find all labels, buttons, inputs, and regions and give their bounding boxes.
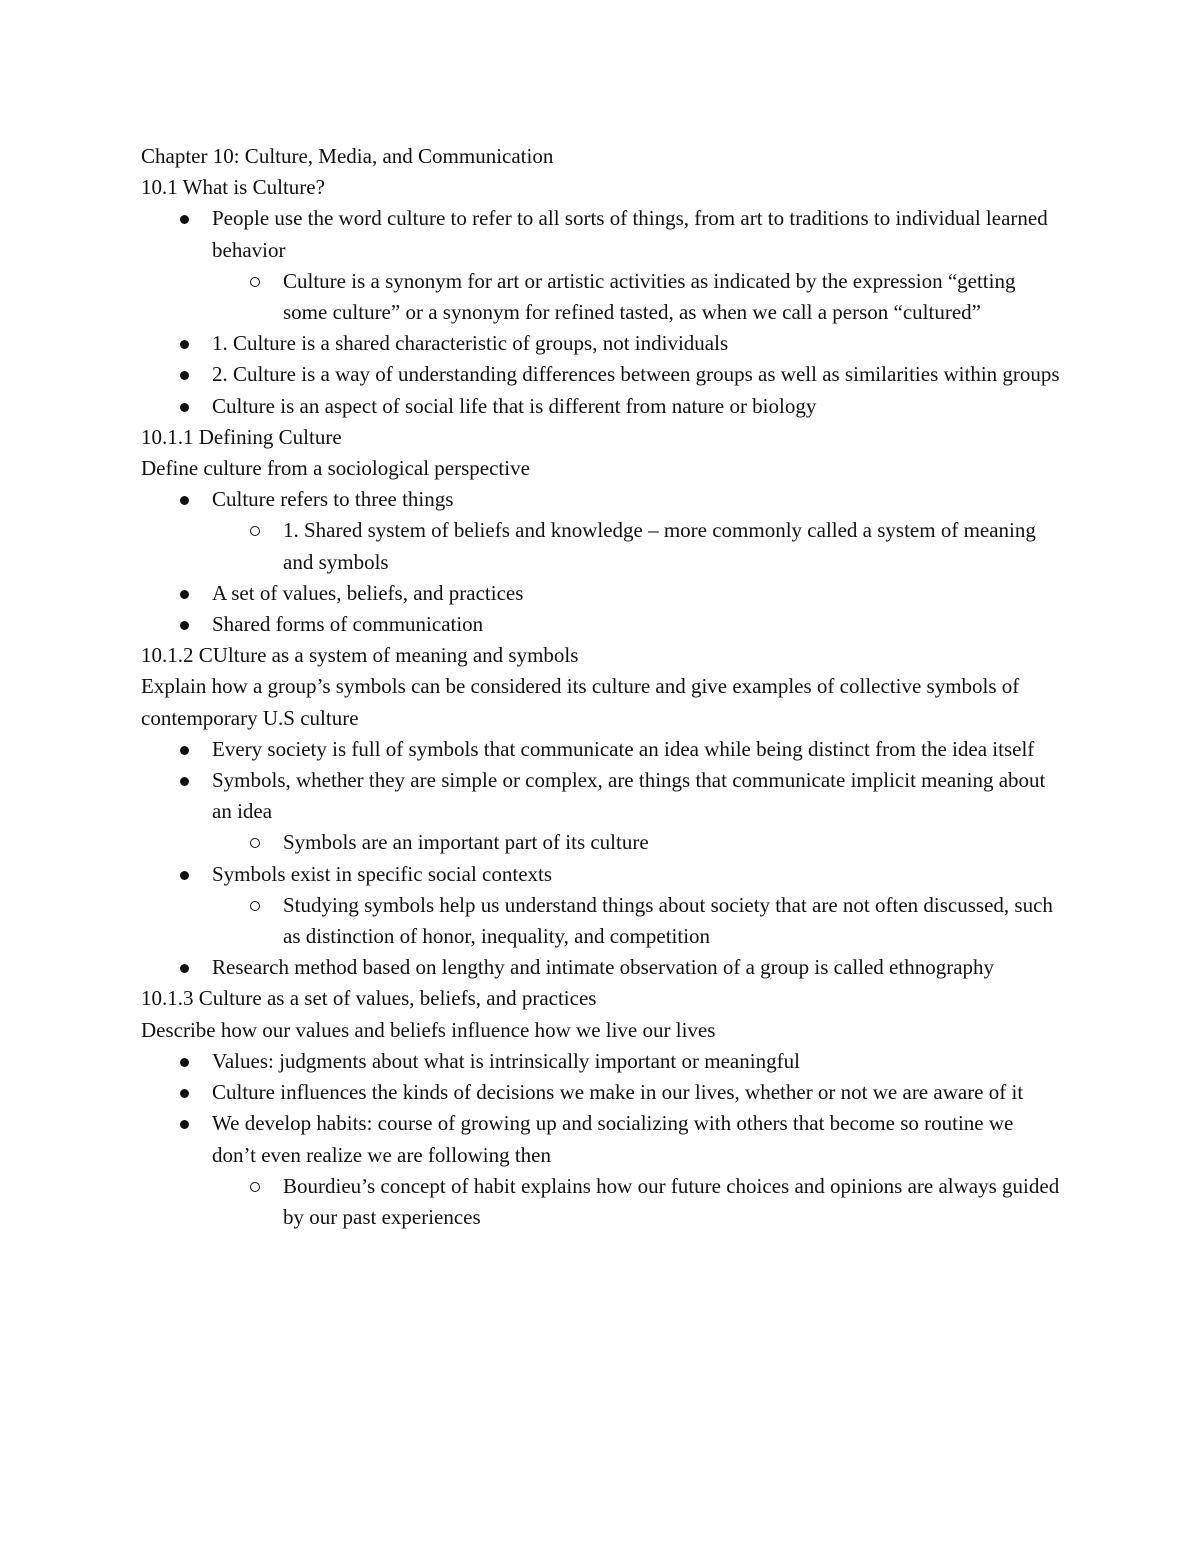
list-item-text: A set of values, beliefs, and practices (212, 580, 524, 605)
list-item (141, 484, 1061, 578)
list-item-text: 1. Culture is a shared characteristic of groups, not individuals (212, 331, 729, 356)
list-item (141, 391, 1061, 422)
list-item-text: Values: judgments about what is intrinsically important or meaningful (212, 1048, 800, 1073)
section-heading-10-1: 10.1 What is Culture? (141, 175, 325, 200)
list-item-text: We develop habits: course of growing up and socializing with others that become so routine we don’t even realize we are following then (212, 1111, 1014, 1167)
list-item (141, 1077, 1061, 1108)
list-item (141, 578, 1061, 609)
sub-list-item-text: Bourdieu’s concept of habit explains how our future choices and opinions are always guided by our past experiences (283, 1173, 1060, 1229)
sub-list-item-text: Studying symbols help us understand things about society that are not often discussed, such as distinction of honor, inequality, and competition (283, 892, 1053, 949)
list-item (141, 1108, 1061, 1233)
sub-bullet-list (212, 827, 1061, 858)
list-item-text: Culture influences the kinds of decisions we make in our lives, whether or not we are aware of it (212, 1080, 1024, 1105)
list-item (141, 765, 1061, 859)
list-item-text: Every society is full of symbols that communicate an idea while being distinct from the idea itself (212, 736, 1035, 761)
sub-list-item (212, 890, 1061, 952)
sub-bullet-list (212, 890, 1061, 952)
list-item (141, 952, 1061, 983)
sub-bullet-list (212, 266, 1061, 328)
list-item (141, 734, 1061, 765)
list-item-text: Research method based on lengthy and intimate observation of a group is called ethnography (212, 955, 995, 980)
sub-list-item-text: Symbols are an important part of its culture (283, 830, 649, 855)
document-body (141, 141, 1061, 1233)
sub-bullet-list (212, 1171, 1061, 1233)
section-intro: Explain how a group’s symbols can be considered its culture and give examples of collective symbols of contemporary U.S culture (141, 674, 1020, 730)
bullet-list (141, 484, 1061, 640)
list-item (141, 859, 1061, 953)
section-heading-10-1-1: 10.1.1 Defining Culture (141, 424, 342, 449)
section-intro: Describe how our values and beliefs influence how we live our lives (141, 1017, 716, 1042)
bullet-list (141, 734, 1061, 984)
sub-bullet-list (212, 515, 1061, 577)
list-item (141, 359, 1061, 390)
list-item-text: Symbols exist in specific social contexts (212, 861, 553, 886)
list-item (141, 328, 1061, 359)
list-item (141, 1046, 1061, 1077)
list-item (141, 609, 1061, 640)
list-item-text: Culture is an aspect of social life that is different from nature or biology (212, 393, 817, 418)
list-item-text: People use the word culture to refer to all sorts of things, from art to traditions to individual learned behavior (212, 206, 1048, 262)
sub-list-item-text: 1. Shared system of beliefs and knowledge – more commonly called a system of meaning and symbols (283, 518, 1036, 574)
sub-list-item (212, 515, 1061, 577)
sub-list-item (212, 266, 1061, 328)
bullet-list (141, 203, 1061, 421)
section-heading-10-1-2: 10.1.2 CUlture as a system of meaning and symbols (141, 643, 579, 668)
bullet-list (141, 1046, 1061, 1233)
section-heading-10-1-3: 10.1.3 Culture as a set of values, beliefs, and practices (141, 986, 597, 1011)
sub-list-item (212, 827, 1061, 858)
sub-list-item (212, 1171, 1061, 1233)
section-intro: Define culture from a sociological perspective (141, 456, 530, 481)
list-item-text: 2. Culture is a way of understanding differences between groups as well as similarities within groups (212, 362, 1060, 387)
sub-list-item-text: Culture is a synonym for art or artistic activities as indicated by the expression “getting some culture” or a synonym for refined tasted, as when we call a person “cultured” (283, 268, 1016, 325)
list-item-text: Symbols, whether they are simple or complex, are things that communicate implicit meaning about an idea (212, 768, 1046, 824)
list-item-text: Shared forms of communication (212, 612, 484, 637)
list-item-text: Culture refers to three things (212, 487, 454, 512)
chapter-title: Chapter 10: Culture, Media, and Communication (141, 144, 554, 168)
list-item (141, 203, 1061, 328)
